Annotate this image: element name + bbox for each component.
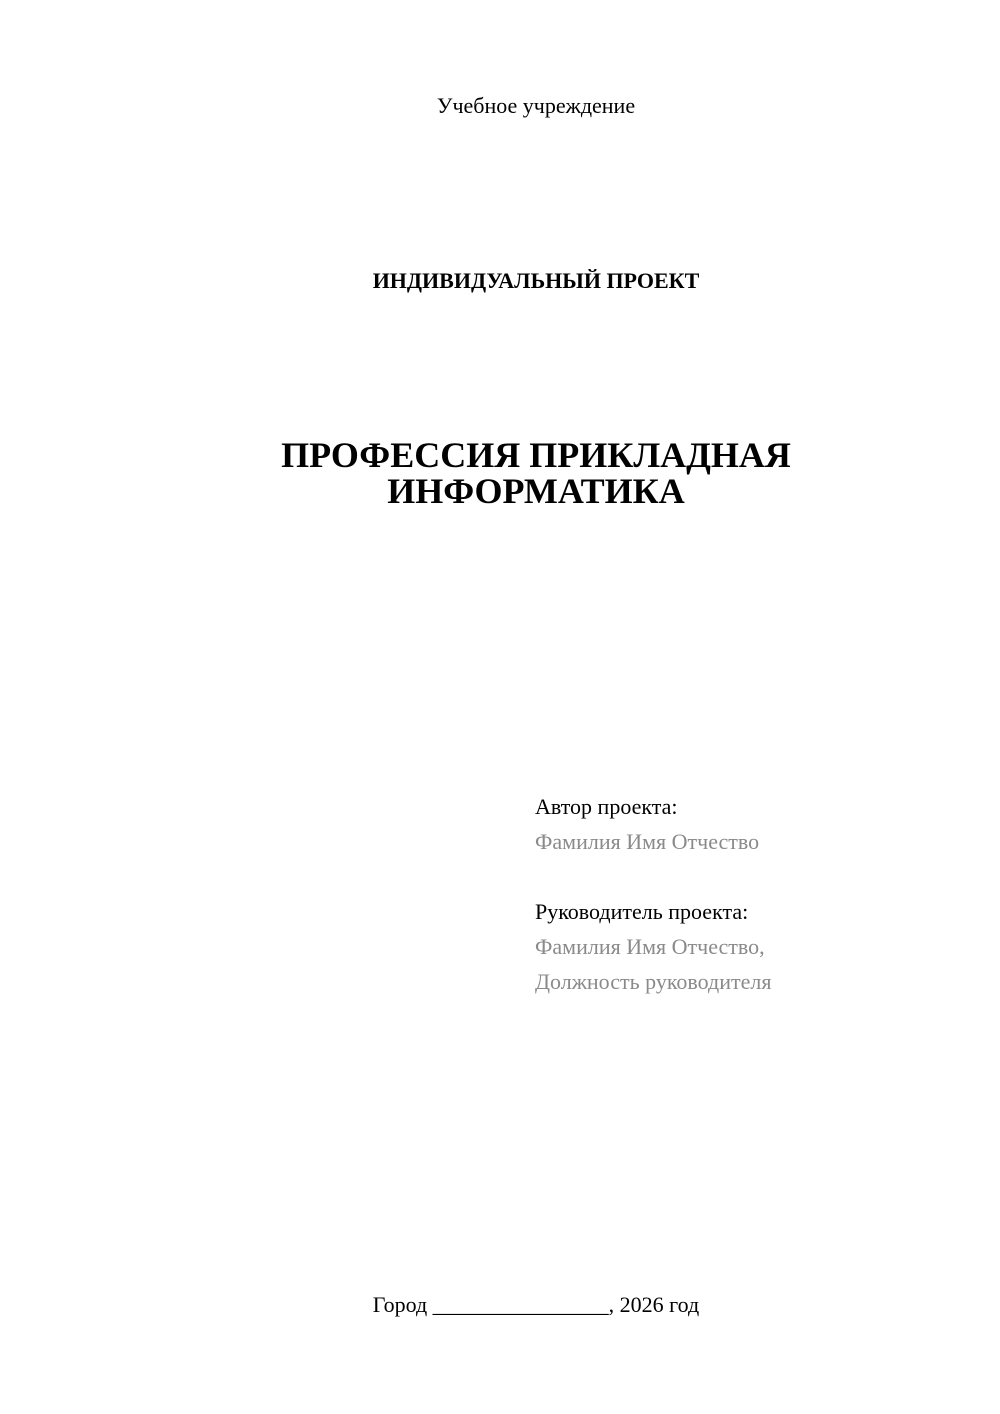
- author-name: Фамилия Имя Отчество: [535, 829, 760, 854]
- supervisor-label: Руководитель проекта:: [535, 899, 749, 924]
- year-text: , 2026 год: [608, 1292, 700, 1317]
- city-label: Город: [372, 1292, 428, 1317]
- project-title-line-1: ПРОФЕССИЯ ПРИКЛАДНАЯ: [281, 435, 791, 475]
- credits-block: [535, 789, 975, 999]
- document-type: ИНДИВИДУАЛЬНЫЙ ПРОЕКТ: [372, 268, 700, 293]
- author-label: Автор проекта:: [535, 794, 678, 819]
- credits-spacer: [535, 859, 975, 894]
- city-year-line: [0, 1291, 1000, 1319]
- project-title-line-2: ИНФОРМАТИКА: [387, 471, 685, 511]
- supervisor-name: Фамилия Имя Отчество,: [535, 934, 765, 959]
- supervisor-position: Должность руководителя: [535, 969, 772, 994]
- project-title: [0, 437, 1000, 509]
- institution-name: Учебное учреждение: [436, 93, 636, 118]
- city-blank: ________________: [432, 1292, 609, 1317]
